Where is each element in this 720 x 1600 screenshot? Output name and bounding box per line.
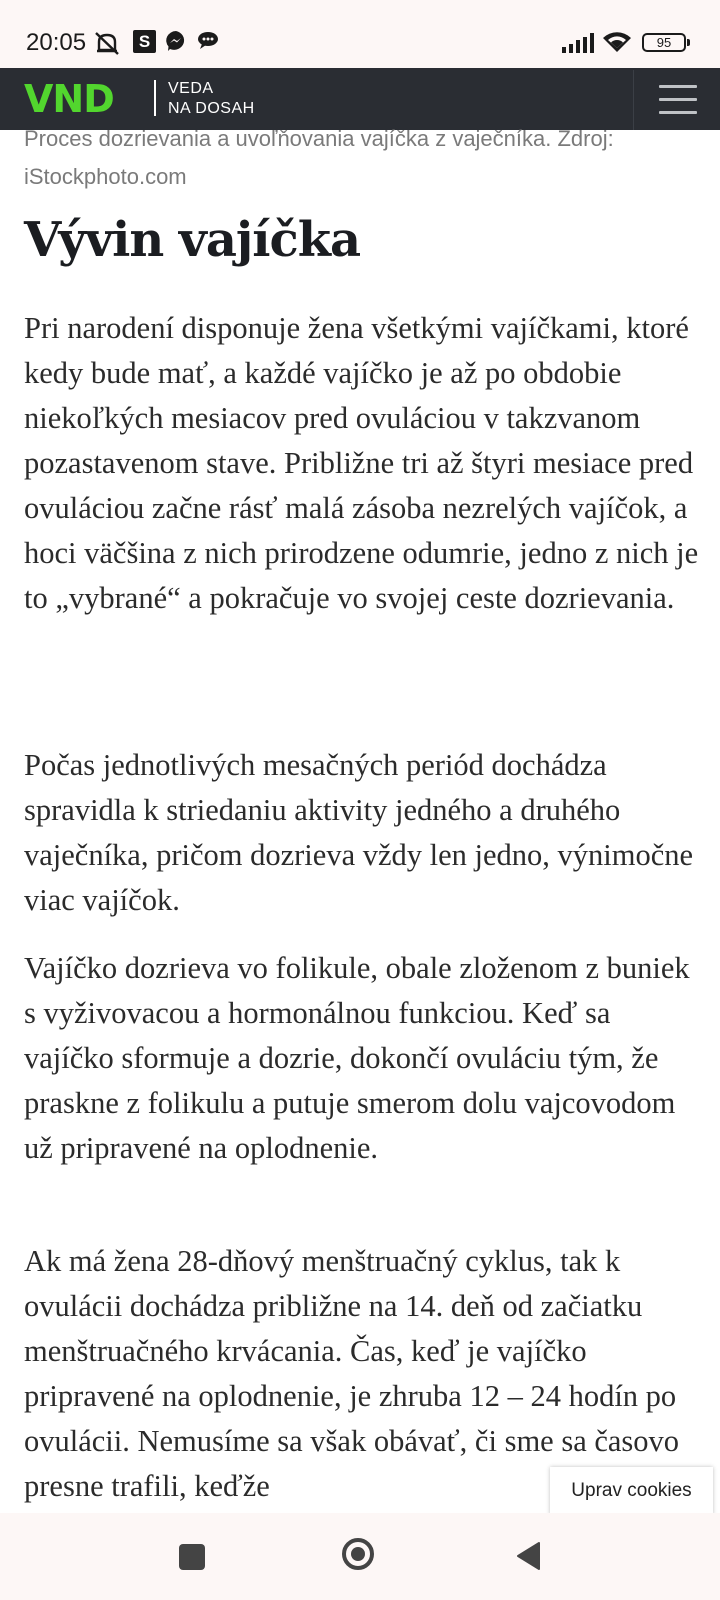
- chat-bubble-icon: [196, 30, 220, 50]
- system-nav-bar: [0, 1513, 720, 1600]
- wifi-icon: [602, 31, 632, 53]
- article-paragraph: Pri narodení disponuje žena všetkými vajíčkami, ktoré kedy bude mať, a každé vajíčko je až po obdobie niekoľkých mesiacov pred ovuláciou v takzvanom pozastavenom stave. Približne tri až štyri mesiace pred ovuláciou začne rásť malá zásoba nezrelých vajíčok, a hoci väčšina z nich prirodzene odumrie, jedno z nich je to „vybrané“ a pokračuje vo svojej ceste dozrievania.: [24, 311, 699, 615]
- status-bar: [0, 0, 720, 68]
- article-heading: Vývin vajíčka: [24, 212, 361, 268]
- messenger-icon: [165, 30, 187, 52]
- alarm-off-icon: [93, 30, 121, 56]
- cookie-settings-button[interactable]: Uprav cookies: [550, 1467, 713, 1515]
- signal-icon: [562, 33, 594, 53]
- site-tagline: [168, 79, 255, 119]
- site-logo[interactable]: VND: [24, 77, 114, 121]
- logo-divider: [154, 80, 156, 116]
- home-icon[interactable]: [342, 1538, 374, 1570]
- article-paragraph: Ak má žena 28-dňový menštruačný cyklus, tak k ovulácii dochádza približne na 14. deň od začiatku menštruačného krvácania. Čas, keď je vajíčko pripravené na oplodnenie, je zhruba 12 – 24 hodín po ovulácii. Nemusíme sa však obávať, či sme sa časovo presne trafili, keďže: [24, 1244, 680, 1503]
- s-app-icon: S: [133, 30, 156, 53]
- status-time: 20:05: [26, 29, 87, 56]
- tagline-line1: VEDA: [168, 80, 214, 97]
- image-caption: Proces dozrievania a uvoľňovania vajíčka z vaječníka. Zdroj: iStockphoto.com: [24, 126, 614, 189]
- recents-icon[interactable]: [179, 1544, 205, 1570]
- tagline-line2: NA DOSAH: [168, 100, 255, 117]
- article-paragraph: Počas jednotlivých mesačných periód dochádza spravidla k striedaniu aktivity jedného a druhého vaječníka, pričom dozrieva vždy len jedno, výnimočne viac vajíčok.: [24, 748, 694, 917]
- back-icon[interactable]: [515, 1541, 541, 1571]
- hamburger-icon: [659, 85, 697, 88]
- battery-indicator: 95: [642, 33, 686, 52]
- article-paragraph: Vajíčko dozrieva vo folikule, obale zloženom z buniek s vyživovacou a hormonálnou funkciou. Keď sa vajíčko sformuje a dozrie, dokončí ovuláciu tým, že praskne z folikulu a putuje smerom dolu vajcovodom už pripravené na oplodnenie.: [24, 951, 690, 1165]
